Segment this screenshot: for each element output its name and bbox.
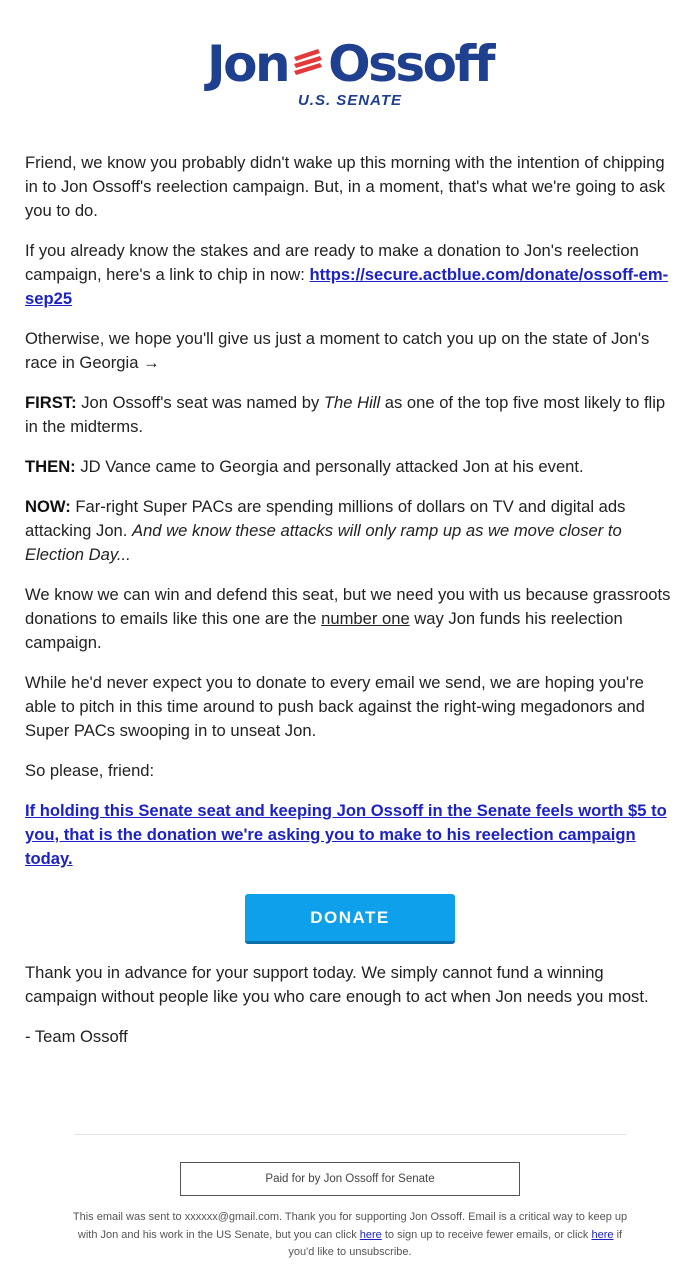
thank-you-paragraph: Thank you in advance for your support today. We simply cannot fund a winning campaign without people like you who care enough to act when Jon needs you most. [25, 963, 649, 1006]
first-paragraph: FIRST: Jon Ossoff's seat was named by The Hill as one of the top five most likely to flip in the midterms. [25, 393, 666, 436]
cta-paragraph [25, 799, 675, 871]
footer-text: This email was sent to xxxxxx@gmail.com. Thank you for supporting Jon Ossoff. Email is a critical way to keep up with Jon and his work in the US Senate, but you can click here to sign up to receive fewer emails, or click here if you'd like to unsubscribe. [72, 1211, 628, 1258]
donate-button[interactable]: DONATE [245, 894, 455, 944]
paid-for-disclaimer: Paid for by Jon Ossoff for Senate [180, 1162, 520, 1196]
the-hill-title: The Hill [323, 393, 381, 412]
so-please-paragraph: So please, friend: [25, 761, 155, 780]
unsubscribe-link[interactable]: here [591, 1228, 614, 1241]
logo-subtitle: U.S. SENATE [297, 92, 403, 109]
donate-url-link[interactable]: https://secure.actblue.com/donate/ossoff-em-sep25 [25, 265, 669, 308]
cta-donation-link[interactable]: If holding this Senate seat and keeping Jon Ossoff in the Senate feels worth $5 to you, that is the donation we're asking you to make to his reelection campaign today. [25, 801, 667, 868]
number-one-emphasis: number one [321, 609, 410, 628]
logo-name-right: Ossoff [328, 35, 493, 93]
then-label: THEN: [25, 457, 76, 476]
logo-wordmark [0, 34, 700, 94]
campaign-logo [0, 34, 700, 114]
intro-paragraph: Friend, we know you probably didn't wake up this morning with the intention of chipping in to Jon Ossoff's reelection campaign. But, in a moment, that's what we're going to ask you to do. [25, 153, 666, 220]
fewer-emails-link[interactable]: here [359, 1228, 382, 1241]
then-paragraph: THEN: JD Vance came to Georgia and personally attacked Jon at his event. [25, 457, 584, 476]
signoff: - Team Ossoff [25, 1027, 128, 1046]
now-paragraph: NOW: Far-right Super PACs are spending millions of dollars on TV and digital ads attacking Jon. And we know these attacks will only ramp up as we move closer to Election Day... [25, 497, 626, 564]
closing-section [25, 961, 675, 1065]
grassroots-paragraph: We know we can win and defend this seat, but we need you with us because grassroots donations to emails like this one are the number one way Jon funds his reelection campaign. [25, 585, 671, 652]
stakes-paragraph: If you already know the stakes and are ready to make a donation to Jon's reelection campaign, here's a link to chip in now: https://secure.actblue.com/donate/ossoff-em-sep25 [25, 241, 669, 308]
now-label: NOW: [25, 497, 71, 516]
footer-divider [74, 1134, 626, 1135]
logo-name-left: Jon [207, 35, 289, 93]
expectation-paragraph: While he'd never expect you to donate to every email we send, we are hoping you're able to pitch in this time around to push back against the right-wing megadonors and Super PACs swooping in to unseat Jon. [25, 673, 645, 740]
first-label: FIRST: [25, 393, 77, 412]
logo-stripes-icon [290, 36, 326, 76]
email-body [25, 151, 675, 887]
otherwise-paragraph: Otherwise, we hope you'll give us just a moment to catch you up on the state of Jon's race in Georgia → [25, 329, 650, 372]
